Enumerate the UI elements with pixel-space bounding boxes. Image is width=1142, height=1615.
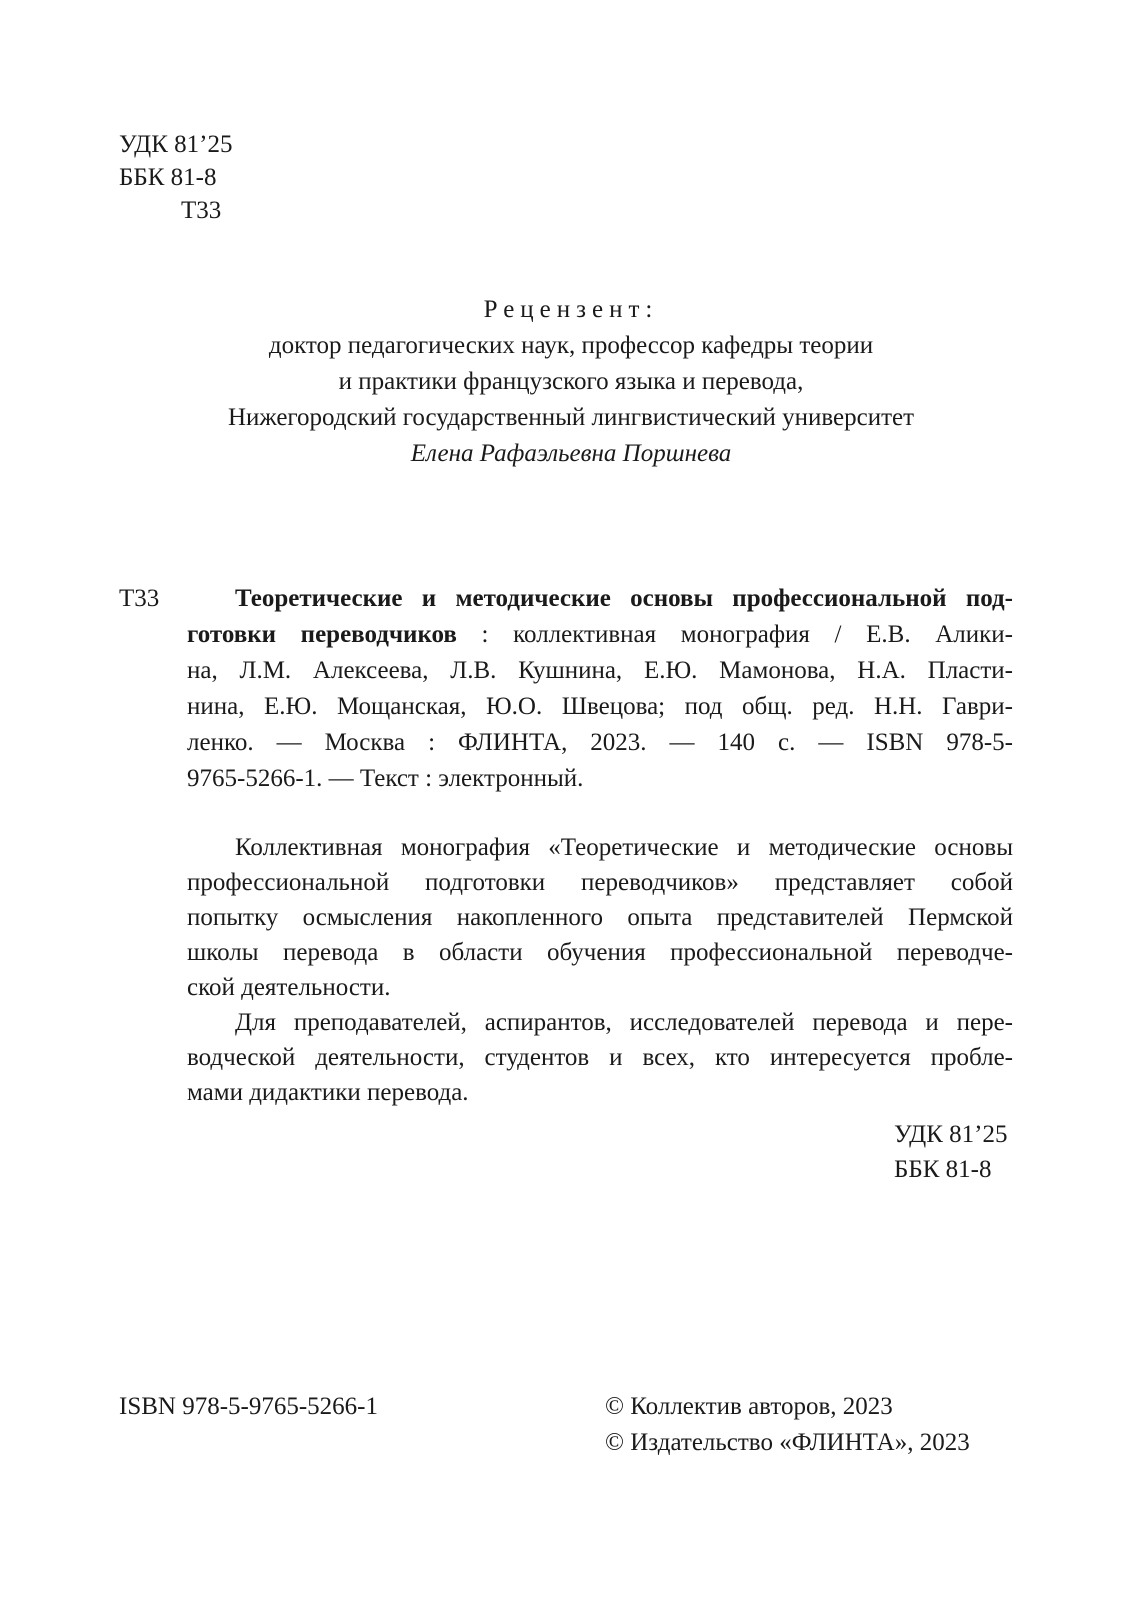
bbk-code-bottom: ББК 81-8 [894, 1156, 992, 1183]
copyright-block [605, 1389, 970, 1461]
reviewer-name: Елена Рафаэльевна Поршнева [410, 440, 732, 467]
annotation-p1-line-5: ской деятельности. [187, 974, 391, 1001]
udk-code: УДК 81’25 [119, 131, 233, 158]
biblio-line-2 [187, 617, 1013, 653]
author-mark: Т33 [181, 197, 222, 224]
annotation-p1-line-2: профессиональной подготовки переводчиков» представляет собой [187, 869, 1013, 896]
reviewer-university: Нижегородский государственный лингвистический университет [227, 404, 915, 431]
biblio-line-3: на, Л.М. Алексеева, Л.В. Кушнина, Е.Ю. Мамонова, Н.А. Пласти- [187, 657, 1013, 684]
reviewer-credentials-line-1: доктор педагогических наук, профессор кафедры теории [268, 332, 874, 359]
reviewer-heading: Рецензент: [483, 296, 659, 323]
biblio-line-2-rest: : коллективная монография / Е.В. Алики- [456, 621, 1013, 648]
annotation-p1-line-3: попытку осмысления накопленного опыта представителей Пермской [187, 904, 1013, 931]
classification-codes-top [119, 128, 232, 227]
biblio-line-6: 9765-5266-1. — Текст : электронный. [187, 765, 584, 792]
copyright-publisher: © Издательство «ФЛИНТА», 2023 [605, 1429, 970, 1456]
annotation-p1-line-1: Коллективная монография «Теоретические и методические основы [235, 834, 1013, 861]
book-title-part-2: готовки переводчиков [187, 621, 457, 648]
annotation-p2-line-1: Для преподавателей, аспирантов, исследователей перевода и пере- [235, 1009, 1013, 1036]
annotation [187, 830, 1013, 1110]
copyright-authors: © Коллектив авторов, 2023 [605, 1393, 893, 1420]
annotation-p2-line-2: водческой деятельности, студентов и всех, кто интересуется пробле- [187, 1044, 1013, 1071]
udk-code-bottom: УДК 81’25 [894, 1121, 1008, 1148]
reviewer-section [0, 292, 1142, 472]
reviewer-credentials-line-2: и практики французского языка и перевода, [338, 368, 804, 395]
book-title-part-1: Теоретические и методические основы профессиональной под- [235, 585, 1013, 612]
annotation-p2-line-3: мами дидактики перевода. [187, 1079, 469, 1106]
biblio-line-1 [187, 581, 1013, 617]
biblio-line-5: ленко. — Москва : ФЛИНТА, 2023. — 140 с. — ISBN 978-5- [187, 729, 1013, 756]
bbk-code: ББК 81-8 [119, 164, 217, 191]
isbn-number: ISBN 978-5-9765-5266-1 [119, 1393, 379, 1420]
bibliographic-code: Т33 [119, 585, 160, 612]
biblio-line-4: нина, Е.Ю. Мощанская, Ю.О. Швецова; под общ. ред. Н.Н. Гаври- [187, 693, 1013, 720]
annotation-p1-line-4: школы перевода в области обучения профессиональной переводче- [187, 939, 1013, 966]
classification-codes-bottom [894, 1117, 1007, 1187]
bibliographic-record [187, 581, 1013, 797]
